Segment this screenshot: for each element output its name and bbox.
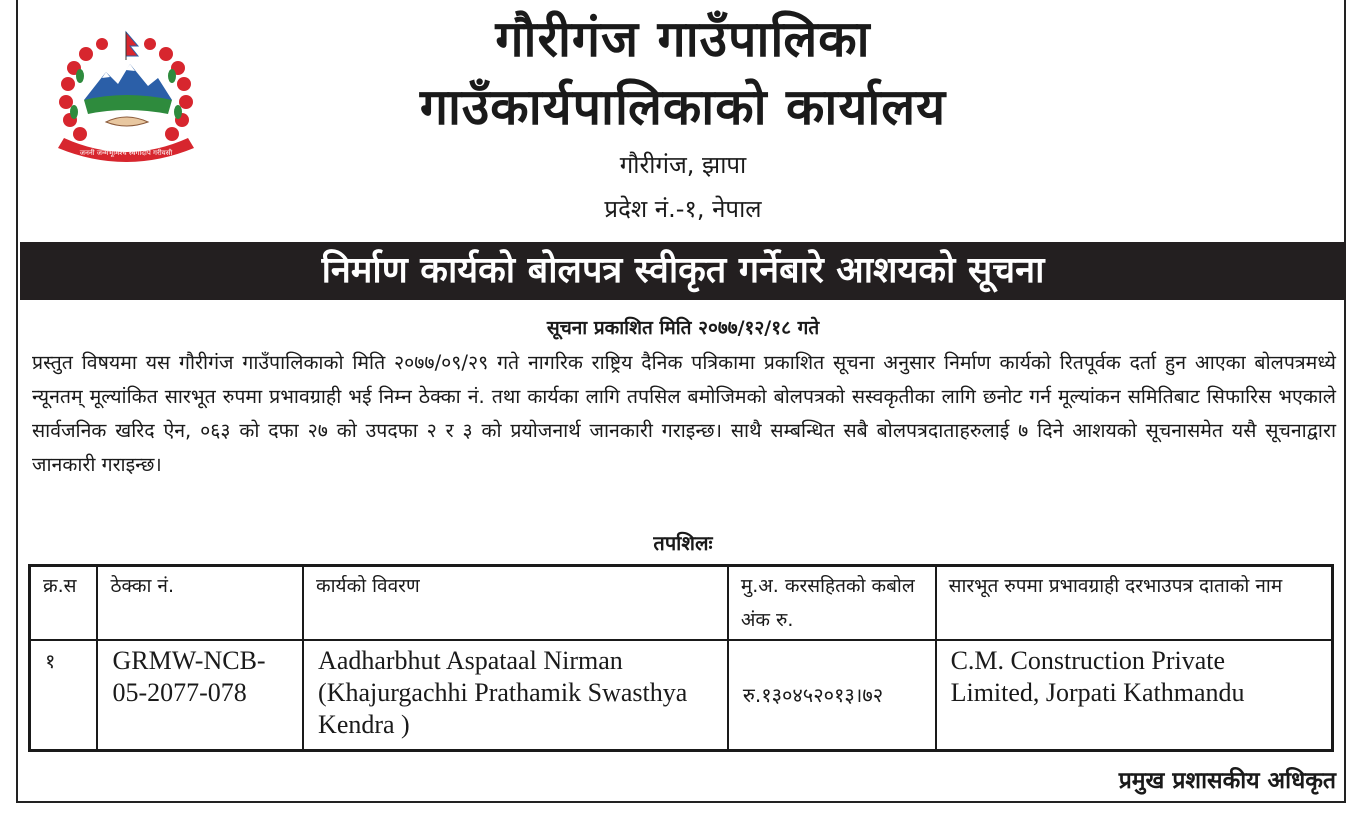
- notice-body: प्रस्तुत विषयमा यस गौरीगंज गाउँपालिकाको मिति २०७७/०९/२९ गते नागरिक राष्ट्रिय दैनिक पत्रिकामा प्रकाशित सूचना अनुसार निर्माण कार्यको रितपूर्वक दर्ता हुन आएका बोलपत्रमध्ये न्यूनतम् मूल्यांकित सारभूत रुपमा प्रभावग्राही भई निम्न ठेक्का नं. तथा कार्यका लागि तपसिल बमोजिमको बोलपत्रको सस्वकृतीका लागि छनोट गर्न मूल्यांकन समितिबाट सिफारिस भएकाले सार्वजनिक खरिद ऐन, ०६३ को दफा २७ को उपदफा २ र ३ को प्रयोजनार्थ जानकारी गराइन्छ। साथै सम्बन्धित सबै बोलपत्रदाताहरुलाई ७ दिने आशयको सूचनासमेत यसै सूचनाद्वारा जानकारी गराइन्छ।: [32, 351, 1336, 476]
- svg-text:जननी जन्मभूमिश्च स्वर्गादपि गर: जननी जन्मभूमिश्च स्वर्गादपि गरीयसी: [79, 149, 173, 157]
- table-row: [30, 640, 1333, 750]
- cell-contract-no: GRMW-NCB-05-2077-078: [97, 640, 303, 750]
- header-contract-no: ठेक्का नं.: [97, 566, 303, 641]
- publish-date: सूचना प्रकाशित मिति २०७७/१२/१८ गते: [546, 317, 820, 339]
- header-serial: क्र.स: [30, 566, 98, 641]
- header-bidder-name: सारभूत रुपमा प्रभावग्राही दरभाउपत्र दाताको नाम: [936, 566, 1333, 641]
- office-title-line1: गौरीगंज गाउँपालिका: [495, 10, 871, 68]
- award-table: [28, 564, 1334, 752]
- schedule-heading: तपशिलः: [653, 531, 713, 555]
- cell-bid-amount: रु.१३०४५२०१३।७२: [728, 640, 936, 750]
- signatory: प्रमुख प्रशासकीय अधिकृत: [1118, 768, 1336, 794]
- office-title-line2: गाउँकार्यपालिकाको कार्यालय: [419, 78, 947, 136]
- cell-bidder-name: C.M. Construction Private Limited, Jorpati Kathmandu: [936, 640, 1333, 750]
- cell-serial: १: [30, 640, 98, 750]
- cell-work-description: Aadharbhut Aspataal Nirman (Khajurgachhi Prathamik Swasthya Kendra ): [303, 640, 728, 750]
- address-line1: गौरीगंज, झापा: [619, 151, 747, 179]
- header-work-description: कार्यको विवरण: [303, 566, 728, 641]
- notice-banner: निर्माण कार्यको बोलपत्र स्वीकृत गर्नेबारे आशयको सूचना: [20, 242, 1346, 300]
- table-header-row: [30, 566, 1333, 641]
- address-line2: प्रदेश नं.-१, नेपाल: [604, 195, 762, 223]
- header-bid-amount: मु.अ. करसहितको कबोल अंक रु.: [728, 566, 936, 641]
